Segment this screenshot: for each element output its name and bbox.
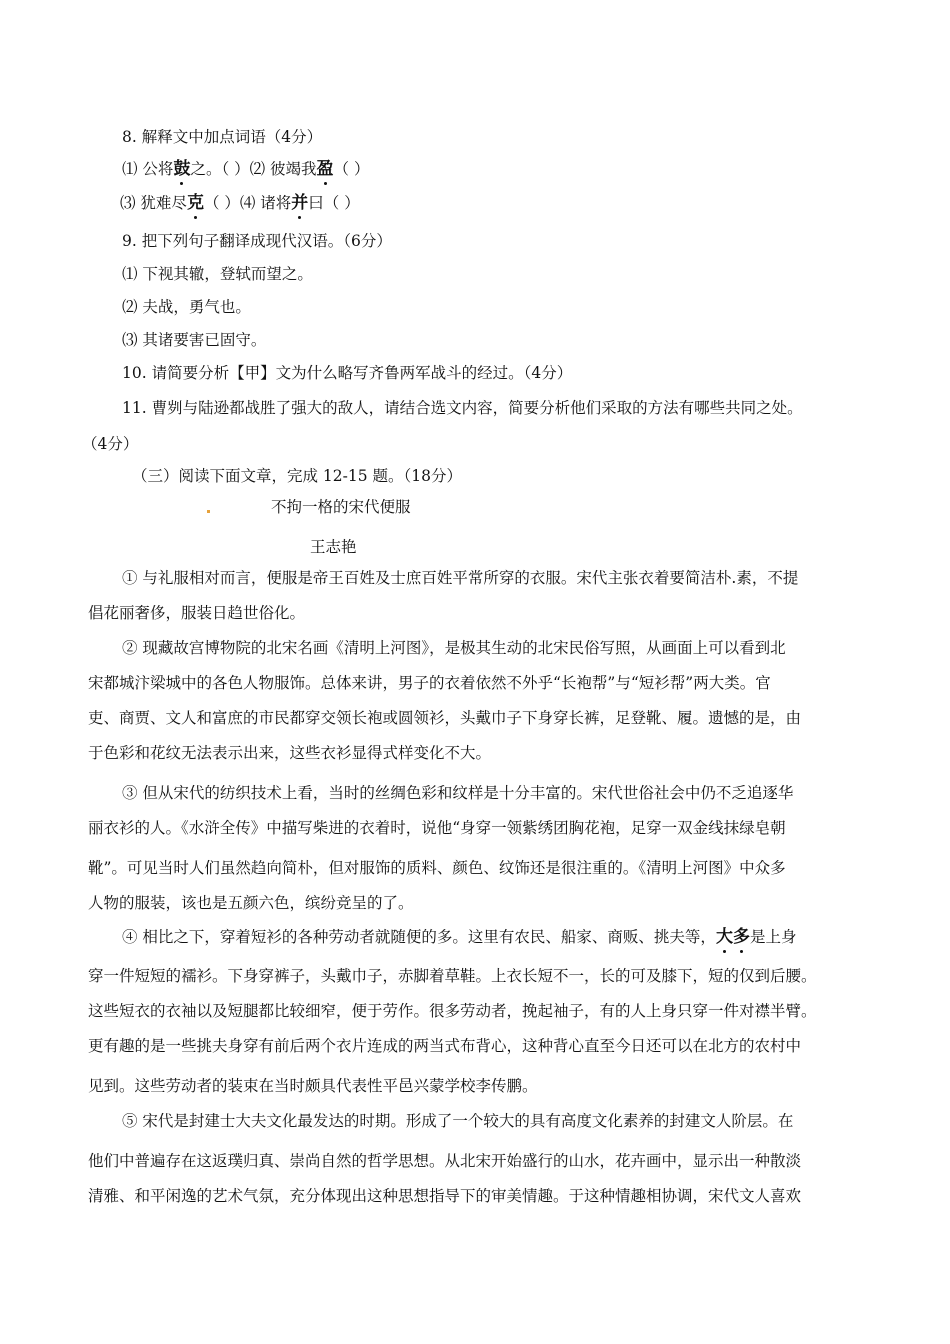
paragraph-line: 丽衣衫的人。《水浒全传》中描写柴进的衣着时，说他“身穿一领紫绣团胸花袍，足穿一双金线抹绿皂朝 (88, 819, 786, 837)
section-3-heading: （三）阅读下面文章，完成 12-15 题。（18分） (132, 467, 463, 485)
question-9-title: 9. 把下列句子翻译成现代汉语。（6分） (122, 232, 392, 250)
paragraph-line: 清雅、和平闲逸的艺术气氛，充分体现出这种思想指导下的审美情趣。于这种情趣相协调，宋代文人喜欢 (88, 1187, 802, 1205)
question-10: 10. 请简要分析【甲】文为什么略写齐鲁两军战斗的经过。（4分） (122, 364, 573, 382)
paragraph-line: 他们中普遍存在这返璞归真、崇尚自然的哲学思想。从北宋开始盛行的山水，花卉画中，显示出一种散淡 (88, 1152, 802, 1170)
paragraph-line: 见到。这些劳动者的装束在当时颇具代表性平邑兴蒙学校李传鹏。 (88, 1077, 538, 1095)
paragraph-line: 这些短衣的衣袖以及短腿都比较细窄，便于劳作。很多劳动者，挽起袖子，有的人上身只穿一件对襟半臂。 (88, 1002, 817, 1020)
paragraph-line: 人物的服装，该也是五颜六色，缤纷竞呈的了。 (88, 894, 414, 912)
question-8-title: 8. 解释文中加点词语（4分） (122, 128, 323, 146)
dotted-word: 克 (186, 193, 204, 213)
paragraph-line: 更有趣的是一些挑夫身穿有前后两个衣片连成的两当式布背心，这种背心直至今日还可以在北方的农村中 (88, 1037, 802, 1055)
paragraph-line: 靴”。可见当时人们虽然趋向简朴，但对服饰的质料、颜色、纹饰还是很注重的。《清明上河图》中众多 (88, 859, 786, 877)
dotted-word: 盈 (316, 159, 334, 179)
question-9-item: ⑴ 下视其辙，登轼而望之。 (122, 265, 313, 283)
question-11-line-1: 11. 曹刿与陆逊都战胜了强大的敌人，请结合选文内容，简要分析他们采取的方法有哪些共同之处。 (122, 399, 803, 417)
article-title: 不拘一格的宋代便服 (271, 498, 411, 516)
article-author: 王志艳 (310, 538, 357, 556)
paragraph-line: ③ 但从宋代的纺织技术上看，当时的丝绸色彩和纹样是十分丰富的。宋代世俗社会中仍不乏追逐华 (122, 784, 794, 802)
question-9-item: ⑶ 其诸要害已固守。 (122, 331, 267, 349)
dotted-word: 并 (291, 193, 309, 213)
paragraph-line: 倡花丽奢侈，服装日趋世俗化。 (88, 604, 306, 622)
paragraph-line: 于色彩和花纹无法表示出来，这些衣衫显得式样变化不大。 (88, 744, 492, 762)
paragraph-line: ⑤ 宋代是封建士大夫文化最发达的时期。形成了一个较大的具有高度文化素养的封建文人阶层。在 (122, 1112, 794, 1130)
paragraph-line: ① 与礼服相对而言，便服是帝王百姓及士庶百姓平常所穿的衣服。宋代主张衣着要简洁朴.素，不提 (122, 569, 799, 587)
question-11-line-2: （4分） (82, 435, 139, 453)
paragraph-line: 宋都城汴梁城中的各色人物服饰。总体来讲，男子的衣着依然不外乎“长袍帮”与“短衫帮”两大类。官 (88, 674, 771, 692)
dotted-word: 大 (715, 927, 733, 947)
dotted-word: 鼓 (173, 159, 191, 179)
question-8-line-2: ⑶ 犹难尽克（ ）⑷ 诸将并曰（ ） (120, 193, 360, 213)
paragraph-line: ④ 相比之下，穿着短衫的各种劳动者就随便的多。这里有农民、船家、商贩、挑夫等，大多是上身 (122, 927, 797, 947)
question-8-line-1: ⑴ 公将鼓之。（ ）⑵ 彼竭我盈（ ） (122, 159, 370, 179)
dotted-word: 多 (732, 927, 750, 947)
stray-mark (207, 510, 210, 513)
paragraph-line: 穿一件短短的襦衫。下身穿裤子，头戴巾子，赤脚着草鞋。上衣长短不一，长的可及膝下，短的仅到后腰。 (88, 967, 817, 985)
paragraph-line: ② 现藏故宫博物院的北宋名画《清明上河图》，是极其生动的北宋民俗写照，从画面上可以看到北 (122, 639, 786, 657)
question-9-item: ⑵ 夫战，勇气也。 (122, 298, 251, 316)
paragraph-line: 吏、商贾、文人和富庶的市民都穿交领长袍或圆领衫，头戴巾子下身穿长裤，足登靴、履。遗憾的是，由 (88, 709, 802, 727)
